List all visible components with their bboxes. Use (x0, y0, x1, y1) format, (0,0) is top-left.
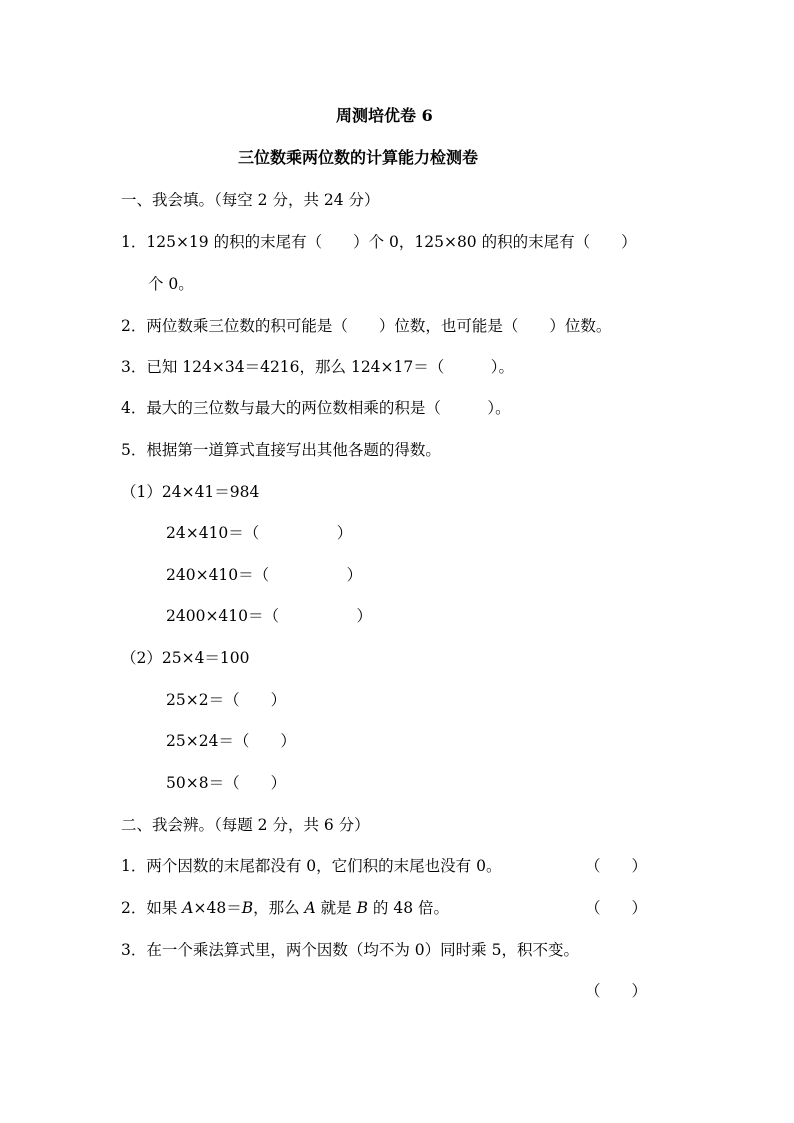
section-1-heading: 一、我会填。（每空 2 分，共 24 分） (121, 191, 380, 209)
page-title: 周测培优卷 6 (336, 106, 433, 125)
judge-question-2-mid3: 就是 (315, 899, 357, 917)
question-5: 5．根据第一道算式直接写出其他各题的得数。 (121, 441, 441, 459)
question-3: 3．已知 124×34＝4216，那么 124×17＝（ ）。 (121, 358, 515, 376)
question-2: 2．两位数乘三位数的积可能是（ ）位数，也可能是（ ）位数。 (121, 317, 612, 335)
judge-question-2-mid: ×48＝ (193, 899, 242, 917)
question-5-part-1-b: 240×410＝（ ） (166, 566, 363, 584)
question-5-part-1-a: 24×410＝（ ） (166, 524, 353, 542)
judge-question-2 (121, 898, 449, 918)
judge-question-3: 3．在一个乘法算式里，两个因数（均不为 0）同时乘 5，积不变。 (121, 941, 579, 959)
question-5-part-2-b: 25×24＝（ ） (166, 732, 296, 750)
judge-question-1-blank: （ ） (585, 857, 648, 875)
judge-question-1: 1．两个因数的末尾都没有 0，它们积的末尾也没有 0。 (121, 857, 502, 875)
question-5-part-1-c: 2400×410＝（ ） (166, 607, 373, 625)
question-1-line-2: 个 0。 (148, 275, 194, 293)
question-5-part-1: （1）24×41＝984 (121, 483, 260, 501)
question-1-line-1: 1．125×19 的积的末尾有（ ）个 0，125×80 的积的末尾有（ ） (121, 233, 637, 251)
judge-question-2-pre: 2．如果 (121, 899, 183, 917)
judge-question-2-mid2: ，那么 (253, 899, 305, 917)
question-5-part-2-c: 50×8＝（ ） (166, 774, 287, 792)
variable-a: A (182, 899, 194, 917)
variable-b: B (241, 899, 254, 917)
variable-a-2: A (304, 899, 316, 917)
question-5-part-2: （2）25×4＝100 (121, 649, 250, 667)
judge-question-2-blank: （ ） (585, 899, 648, 917)
section-2-heading: 二、我会辨。（每题 2 分，共 6 分） (121, 816, 370, 834)
question-5-part-2-a: 25×2＝（ ） (166, 691, 287, 709)
page-subtitle: 三位数乘两位数的计算能力检测卷 (238, 148, 479, 167)
judge-question-3-blank: （ ） (585, 982, 648, 1000)
question-4: 4．最大的三位数与最大的两位数相乘的积是（ ）。 (121, 399, 511, 417)
variable-b-2: B (356, 899, 368, 917)
judge-question-2-post: 的 48 倍。 (368, 899, 450, 917)
